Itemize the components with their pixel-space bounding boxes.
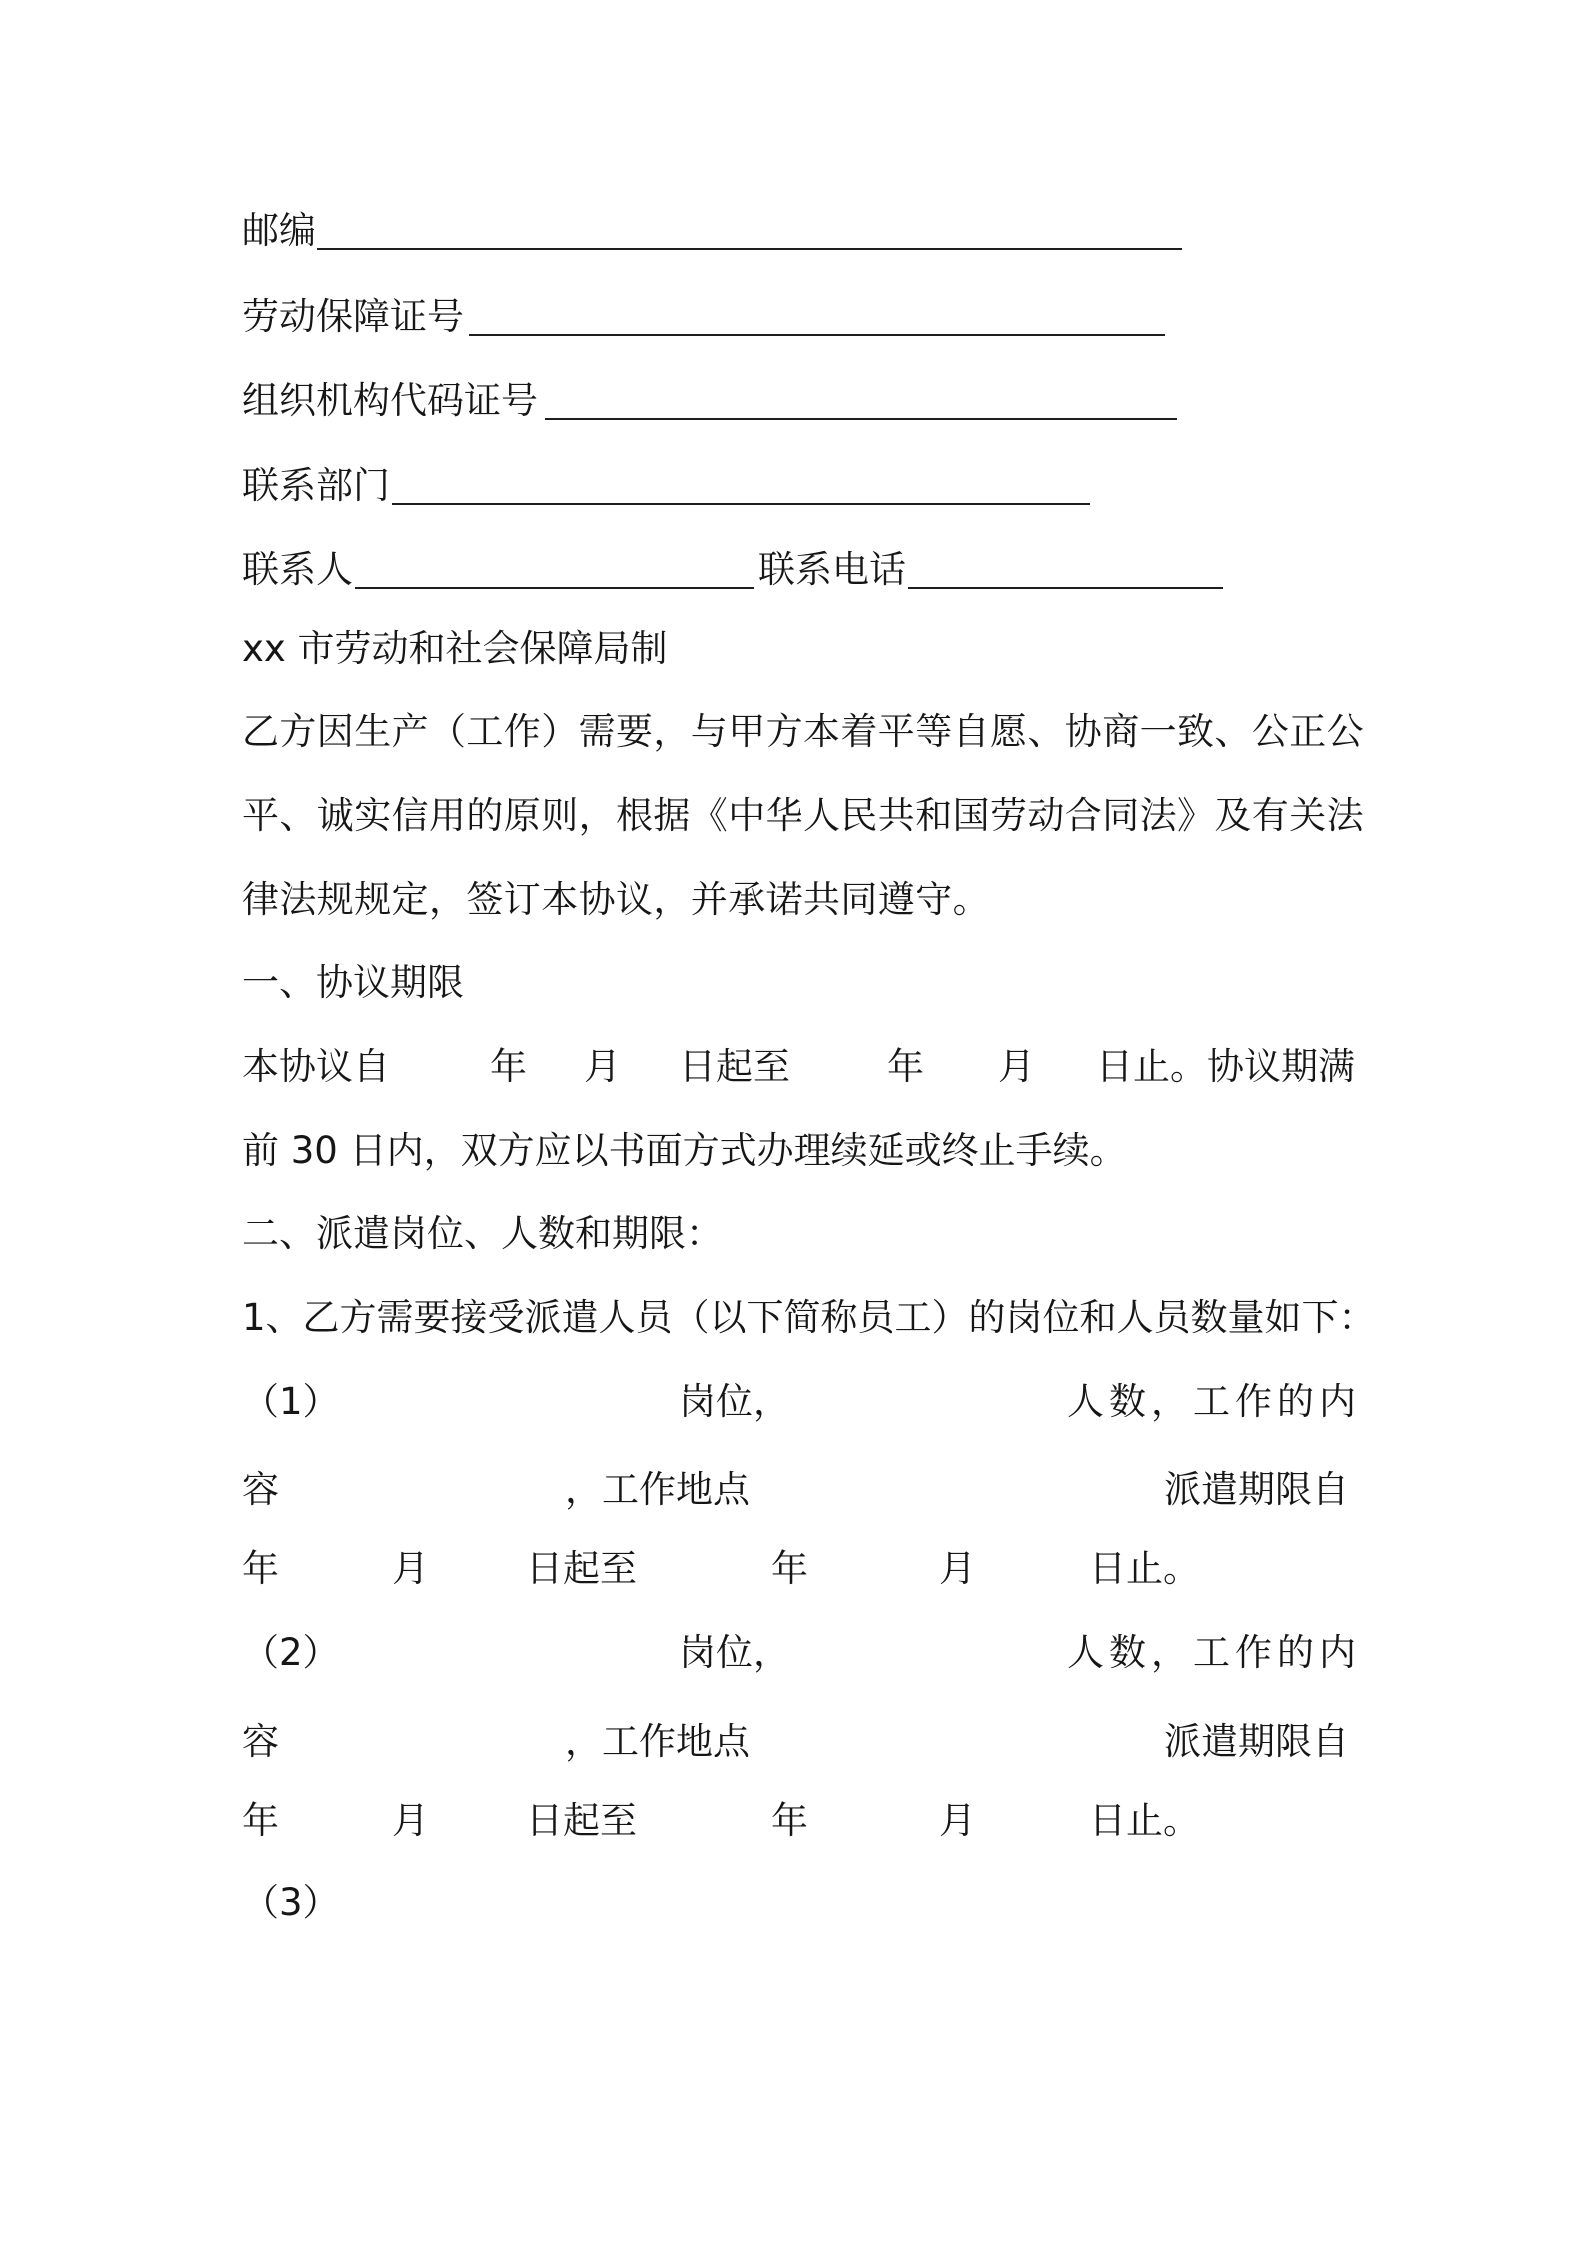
fill-in-line: [392, 503, 1090, 505]
paragraph-text: 乙方因生产（工作）需要，与甲方本着平等自愿、协商一致、公正公: [242, 710, 1364, 753]
position-count: 人数，工作的内: [1067, 1631, 1361, 1674]
field-label: 邮编: [242, 209, 316, 252]
position-content: 容: [242, 1468, 279, 1511]
date-day-to: 日止。: [1089, 1799, 1200, 1842]
date-day-from: 日起至: [526, 1547, 637, 1590]
fill-in-line: [545, 418, 1177, 420]
field-contact-department: [0, 461, 1586, 511]
date-month: 月: [392, 1547, 429, 1590]
field-label: 组织机构代码证号: [242, 379, 538, 422]
position-content: 容: [242, 1720, 279, 1763]
paragraph-text: 前 30 日内，双方应以书面方式办理续延或终止手续。: [242, 1129, 1127, 1172]
date-year: 年: [771, 1799, 808, 1842]
contact-phone-label: 联系电话: [758, 548, 906, 591]
position-number: （2）: [242, 1631, 340, 1674]
date-year: 年: [242, 1799, 279, 1842]
section-1-heading: 一、协议期限: [242, 961, 464, 1004]
intro-line: [0, 791, 1586, 841]
section-2-heading: 二、派遣岗位、人数和期限：: [242, 1212, 723, 1255]
issuer-line: [0, 624, 1586, 674]
date-year: 年: [242, 1547, 279, 1590]
position-post: 岗位，: [679, 1631, 790, 1674]
fill-in-line: [317, 248, 1182, 250]
position-row: [0, 1628, 1586, 1678]
term-day-to: 日止。协议期满: [1096, 1045, 1355, 1088]
field-label: 联系部门: [242, 464, 390, 507]
position-number: （1）: [242, 1380, 340, 1423]
term-month: 月: [998, 1045, 1035, 1088]
date-month: 月: [939, 1547, 976, 1590]
term-text: 本协议自: [242, 1045, 390, 1088]
fill-in-line: [469, 334, 1165, 336]
term-month: 月: [584, 1045, 621, 1088]
fill-in-line: [908, 587, 1223, 589]
position-dates-row: [0, 1796, 1586, 1846]
position-row: [0, 1465, 1586, 1515]
term-year: 年: [887, 1045, 924, 1088]
field-organization-code: [0, 376, 1586, 426]
field-contact-row: [0, 545, 1586, 595]
agreement-term-line: [0, 1042, 1586, 1092]
position-location: ，工作地点: [565, 1468, 750, 1511]
item-intro-line: [0, 1293, 1586, 1343]
term-day-from: 日起至: [679, 1045, 790, 1088]
section-heading: [0, 1209, 1586, 1259]
date-month: 月: [939, 1799, 976, 1842]
date-year: 年: [771, 1547, 808, 1590]
position-period: 派遣期限自: [1164, 1468, 1349, 1511]
section-heading: [0, 958, 1586, 1008]
intro-line: [0, 875, 1586, 925]
fill-in-line: [355, 587, 754, 589]
intro-line: [0, 707, 1586, 757]
position-row: [0, 1878, 1586, 1928]
date-day-to: 日止。: [1089, 1547, 1200, 1590]
date-month: 月: [392, 1799, 429, 1842]
position-count: 人数，工作的内: [1067, 1380, 1361, 1423]
term-year: 年: [490, 1045, 527, 1088]
position-row: [0, 1377, 1586, 1427]
field-label: 劳动保障证号: [242, 295, 464, 338]
position-dates-row: [0, 1544, 1586, 1594]
issuer-text: xx 市劳动和社会保障局制: [242, 627, 668, 670]
position-number: （3）: [242, 1881, 340, 1924]
position-post: 岗位，: [679, 1380, 790, 1423]
field-postcode: [0, 206, 1586, 256]
paragraph-text: 律法规规定，签订本协议，并承诺共同遵守。: [242, 878, 990, 921]
agreement-term-line: [0, 1126, 1586, 1176]
contact-person-label: 联系人: [242, 548, 353, 591]
position-row: [0, 1717, 1586, 1767]
date-day-from: 日起至: [526, 1799, 637, 1842]
paragraph-text: 平、诚实信用的原则，根据《中华人民共和国劳动合同法》及有关法: [242, 794, 1364, 837]
position-location: ，工作地点: [565, 1720, 750, 1763]
field-labor-security-number: [0, 292, 1586, 342]
paragraph-text: 1、乙方需要接受派遣人员（以下简称员工）的岗位和人员数量如下：: [242, 1296, 1376, 1339]
position-period: 派遣期限自: [1164, 1720, 1349, 1763]
